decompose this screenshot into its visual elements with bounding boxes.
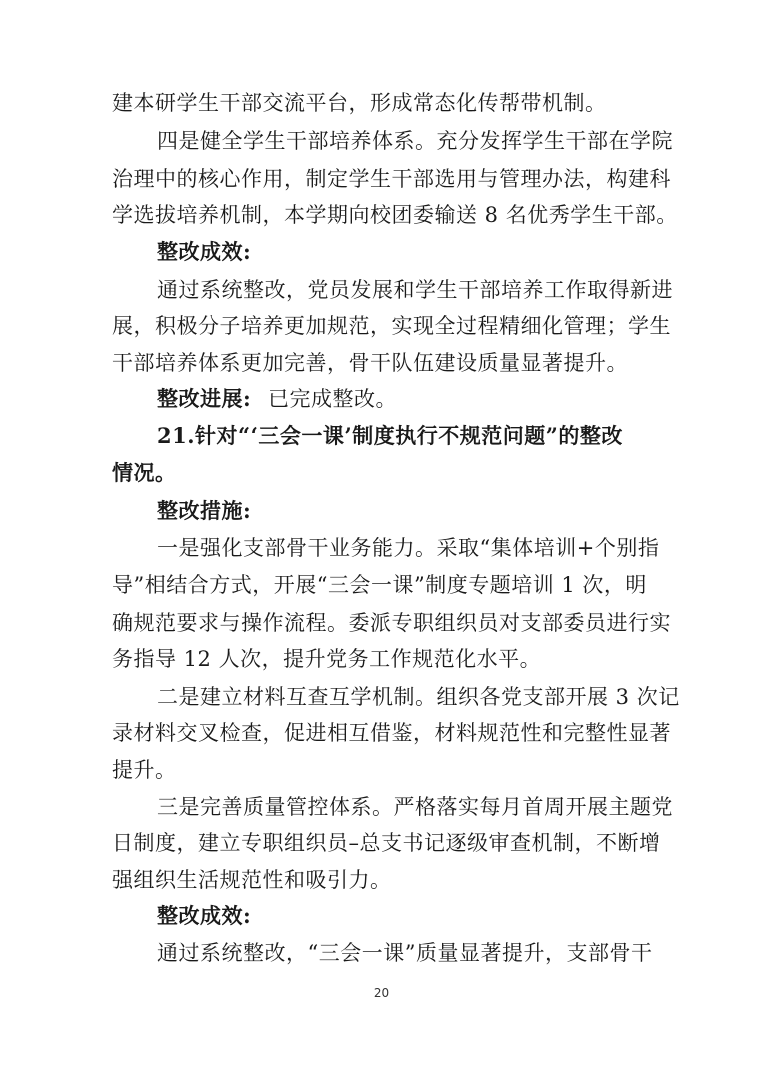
body-text-line: 学选拔培养机制，本学期向校团委输送 8 名优秀学生干部。 bbox=[112, 203, 678, 228]
section-heading: 整改成效: bbox=[157, 239, 252, 265]
body-text-line: 导”相结合方式，开展“三会一课”制度专题培训 1 次，明 bbox=[112, 573, 647, 598]
body-text-line: 日制度，建立专职组织员–总支书记逐级审查机制，不断增 bbox=[112, 831, 661, 856]
body-text-line: 务指导 12 人次，提升党务工作规范化水平。 bbox=[112, 647, 542, 672]
body-text-line: 展，积极分子培养更加规范，实现全过程精细化管理；学生 bbox=[112, 314, 671, 339]
page-number: 20 bbox=[373, 986, 390, 1000]
body-text-line: 四是健全学生干部培养体系。充分发挥学生干部在学院 bbox=[157, 129, 673, 154]
body-text-line: 干部培养体系更加完善，骨干队伍建设质量显著提升。 bbox=[112, 350, 628, 375]
body-text-line: 二是建立材料互查互学机制。组织各党支部开展 3 次记 bbox=[157, 684, 680, 709]
section-heading: 整改成效: bbox=[157, 903, 252, 929]
body-text-line: 提升。 bbox=[112, 757, 177, 782]
body-text-line: 三是完善质量管控体系。严格落实每月首周开展主题党 bbox=[157, 794, 673, 819]
progress-status-text: 已完成整改。 bbox=[268, 387, 397, 412]
section-heading: 整改进展: bbox=[157, 386, 252, 412]
section-heading: 整改措施: bbox=[157, 497, 252, 523]
body-text-line: 通过系统整改，“三会一课”质量显著提升，支部骨干 bbox=[157, 941, 653, 965]
item-heading: 21.针对“‘三会一课’制度执行不规范问题”的整改 bbox=[157, 423, 623, 449]
body-text-line: 通过系统整改，党员发展和学生干部培养工作取得新进 bbox=[157, 277, 673, 302]
item-heading: 情况。 bbox=[112, 460, 177, 486]
body-text-line: 一是强化支部骨干业务能力。采取“集体培训+个别指 bbox=[157, 536, 660, 561]
body-text-line: 强组织生活规范性和吸引力。 bbox=[112, 867, 392, 892]
body-text-line: 治理中的核心作用，制定学生干部选用与管理办法，构建科 bbox=[112, 166, 671, 191]
body-text-line: 确规范要求与操作流程。委派专职组织员对支部委员进行实 bbox=[112, 610, 671, 635]
body-text-line: 建本研学生干部交流平台，形成常态化传帮带机制。 bbox=[112, 91, 607, 115]
body-text-line: 录材料交叉检查，促进相互借鉴，材料规范性和完整性显著 bbox=[112, 721, 671, 746]
